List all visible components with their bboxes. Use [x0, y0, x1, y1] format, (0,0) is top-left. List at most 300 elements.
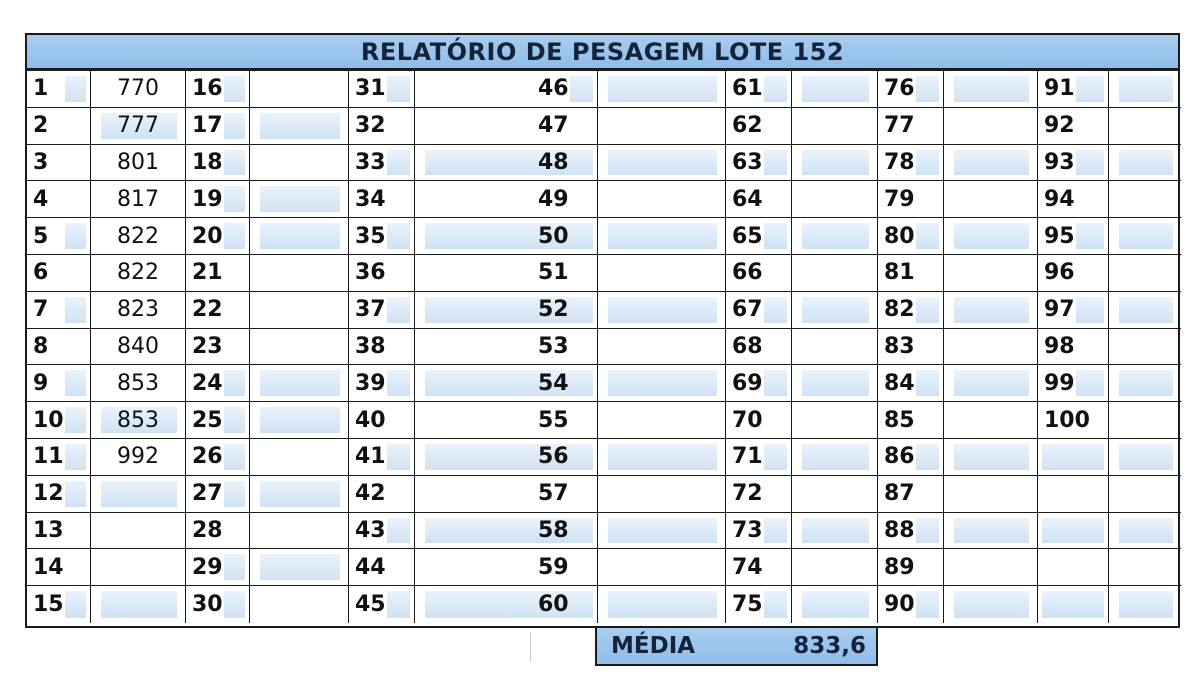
lot-number: 72 [732, 481, 763, 507]
weight-value-cell[interactable] [598, 476, 726, 513]
weight-value: 777 [117, 113, 159, 139]
lot-number: 16 [192, 76, 223, 102]
lot-number: 51 [538, 260, 569, 286]
lot-number: 69 [732, 370, 763, 396]
weight-value-cell[interactable] [1109, 218, 1181, 255]
lot-number-cell [726, 255, 792, 292]
lot-number: 25 [192, 407, 223, 433]
lot-number-cell [186, 255, 250, 292]
lot-number-cell [1038, 513, 1109, 550]
lot-number-cell [878, 108, 944, 145]
lot-number: 63 [732, 149, 763, 175]
weight-value-cell[interactable] [91, 255, 186, 292]
average-box [595, 628, 878, 666]
lot-number: 89 [884, 554, 915, 580]
weight-value-cell[interactable] [944, 549, 1038, 586]
lot-number-cell [878, 71, 944, 108]
lot-number: 54 [538, 370, 569, 396]
lot-number: 57 [538, 481, 569, 507]
lot-number: 56 [538, 444, 569, 470]
lot-number-cell [349, 292, 415, 329]
weight-value-cell[interactable] [250, 145, 349, 182]
lot-number: 37 [355, 297, 386, 323]
weight-value-cell[interactable] [792, 71, 878, 108]
weight-value-cell[interactable] [1109, 439, 1181, 476]
lot-number-cell [532, 145, 598, 182]
lot-number: 38 [355, 333, 386, 359]
weight-value-cell[interactable] [91, 108, 186, 145]
lot-number-cell [186, 71, 250, 108]
lot-number: 11 [33, 444, 64, 470]
lot-number-cell [27, 439, 91, 476]
weight-value-cell[interactable] [598, 108, 726, 145]
lot-number-cell [878, 292, 944, 329]
weight-value-cell[interactable] [1109, 292, 1181, 329]
lot-number-cell [27, 108, 91, 145]
weight-value-cell[interactable] [250, 439, 349, 476]
lot-number-cell [1038, 439, 1109, 476]
lot-number: 46 [538, 76, 569, 102]
lot-number: 14 [33, 554, 64, 580]
lot-number-cell [878, 181, 944, 218]
weight-value-cell[interactable] [598, 439, 726, 476]
weight-value-cell[interactable] [1109, 365, 1181, 402]
weight-value-cell[interactable] [1109, 476, 1181, 513]
lot-number-cell [349, 365, 415, 402]
weight-value-cell[interactable] [792, 329, 878, 366]
weight-value-cell[interactable] [91, 549, 186, 586]
lot-number: 65 [732, 223, 763, 249]
lot-number-cell [1038, 292, 1109, 329]
weight-value: 822 [117, 260, 159, 286]
weight-value-cell[interactable] [792, 108, 878, 145]
weight-value-cell[interactable] [944, 218, 1038, 255]
lot-number-cell [726, 329, 792, 366]
weight-value-cell[interactable] [792, 586, 878, 623]
weight-value-cell[interactable] [250, 513, 349, 550]
lot-number: 73 [732, 517, 763, 543]
lot-number: 32 [355, 113, 386, 139]
lot-number-cell [349, 439, 415, 476]
weight-value-cell[interactable] [1109, 586, 1181, 623]
cell-divider-mark [530, 632, 531, 662]
weight-value: 840 [117, 333, 159, 359]
lot-number: 24 [192, 370, 223, 396]
lot-number: 96 [1044, 260, 1075, 286]
weight-value-cell[interactable] [1109, 255, 1181, 292]
weight-value-cell[interactable] [598, 145, 726, 182]
lot-number-cell [726, 71, 792, 108]
weight-value-cell[interactable] [250, 365, 349, 402]
lot-number: 66 [732, 260, 763, 286]
lot-number-cell [349, 586, 415, 623]
lot-number: 35 [355, 223, 386, 249]
lot-number-cell [532, 586, 598, 623]
lot-number: 60 [538, 592, 569, 618]
lot-number: 43 [355, 517, 386, 543]
lot-number: 39 [355, 370, 386, 396]
lot-number: 99 [1044, 370, 1075, 396]
weight-value-cell[interactable] [944, 402, 1038, 439]
weight-value-cell[interactable] [598, 513, 726, 550]
lot-number: 41 [355, 444, 386, 470]
report-title: RELATÓRIO DE PESAGEM LOTE 152 [360, 37, 845, 66]
weight-value-cell[interactable] [944, 71, 1038, 108]
lot-number: 30 [192, 592, 223, 618]
lot-number-cell [532, 402, 598, 439]
lot-number-cell [726, 108, 792, 145]
lot-number-cell [349, 218, 415, 255]
weight-value-cell[interactable] [944, 329, 1038, 366]
lot-number: 93 [1044, 149, 1075, 175]
weight-value: 817 [117, 186, 159, 212]
weight-value-cell[interactable] [250, 292, 349, 329]
weight-value-cell[interactable] [91, 145, 186, 182]
weight-value-cell[interactable] [792, 402, 878, 439]
lot-number-cell [532, 292, 598, 329]
lot-number: 27 [192, 481, 223, 507]
lot-number-cell [1038, 108, 1109, 145]
weight-value-cell[interactable] [944, 255, 1038, 292]
weight-value-cell[interactable] [944, 145, 1038, 182]
lot-number-cell [186, 145, 250, 182]
lot-number-cell [1038, 145, 1109, 182]
lot-number-cell [878, 329, 944, 366]
lot-number-cell [532, 329, 598, 366]
lot-number-cell [878, 586, 944, 623]
weight-value-cell[interactable] [944, 586, 1038, 623]
lot-number: 19 [192, 186, 223, 212]
lot-number-cell [349, 181, 415, 218]
lot-number: 55 [538, 407, 569, 433]
lot-number: 9 [33, 370, 49, 396]
weight-value-cell[interactable] [598, 549, 726, 586]
lot-number-cell [532, 513, 598, 550]
lot-number: 97 [1044, 297, 1075, 323]
lot-number: 22 [192, 297, 223, 323]
weight-value-cell[interactable] [91, 586, 186, 623]
weight-value-cell[interactable] [1109, 329, 1181, 366]
weight-value-cell[interactable] [598, 71, 726, 108]
weight-value-cell[interactable] [598, 365, 726, 402]
lot-number: 34 [355, 186, 386, 212]
weight-value-cell[interactable] [250, 218, 349, 255]
lot-number-cell [532, 476, 598, 513]
lot-number: 7 [33, 297, 49, 323]
lot-number-cell [186, 549, 250, 586]
lot-number-cell [532, 549, 598, 586]
lot-number: 100 [1044, 407, 1090, 433]
lot-number-cell [1038, 365, 1109, 402]
lot-number-cell [186, 586, 250, 623]
weight-value-cell[interactable] [1109, 513, 1181, 550]
weight-value-cell[interactable] [250, 476, 349, 513]
lot-number: 84 [884, 370, 915, 396]
weight-value-cell[interactable] [250, 108, 349, 145]
weight-value-cell[interactable] [250, 549, 349, 586]
lot-number-cell [532, 181, 598, 218]
lot-number: 23 [192, 333, 223, 359]
lot-number: 33 [355, 149, 386, 175]
weight-value-cell[interactable] [792, 513, 878, 550]
weight-value: 801 [117, 149, 159, 175]
lot-number: 75 [732, 592, 763, 618]
lot-number-cell [27, 402, 91, 439]
lot-number: 71 [732, 444, 763, 470]
lot-number-cell [27, 365, 91, 402]
weight-value: 823 [117, 297, 159, 323]
weight-value-cell[interactable] [792, 218, 878, 255]
weight-value-cell[interactable] [250, 255, 349, 292]
weight-value-cell[interactable] [250, 329, 349, 366]
lot-number-cell [27, 476, 91, 513]
weight-value-cell[interactable] [91, 218, 186, 255]
weight-value-cell[interactable] [250, 586, 349, 623]
lot-number: 18 [192, 149, 223, 175]
weight-value-cell[interactable] [944, 365, 1038, 402]
average-value: 833,6 [793, 633, 866, 659]
lot-number-cell [532, 255, 598, 292]
weight-value-cell[interactable] [792, 439, 878, 476]
lot-number-cell [186, 108, 250, 145]
weight-value-cell[interactable] [792, 255, 878, 292]
lot-number: 1 [33, 76, 49, 102]
lot-number: 8 [33, 333, 49, 359]
weight-value-cell[interactable] [598, 586, 726, 623]
lot-number: 82 [884, 297, 915, 323]
lot-number: 15 [33, 592, 64, 618]
lot-number-cell [878, 439, 944, 476]
lot-number-cell [1038, 549, 1109, 586]
lot-number: 2 [33, 113, 49, 139]
weight-value-cell[interactable] [250, 71, 349, 108]
lot-number: 70 [732, 407, 763, 433]
lot-number-cell [186, 365, 250, 402]
lot-number-cell [726, 586, 792, 623]
weight-value-cell[interactable] [792, 292, 878, 329]
weight-value-cell[interactable] [944, 439, 1038, 476]
lot-number: 61 [732, 76, 763, 102]
lot-number-cell [349, 145, 415, 182]
lot-number-cell [878, 549, 944, 586]
lot-number-cell [349, 549, 415, 586]
lot-number: 45 [355, 592, 386, 618]
weight-value-cell[interactable] [1109, 108, 1181, 145]
lot-number-cell [27, 329, 91, 366]
lot-number-cell [726, 439, 792, 476]
lot-number: 68 [732, 333, 763, 359]
lot-number: 52 [538, 297, 569, 323]
lot-number-cell [532, 439, 598, 476]
weight-value-cell[interactable] [792, 181, 878, 218]
lot-number: 77 [884, 113, 915, 139]
weight-value-cell[interactable] [250, 181, 349, 218]
weight-value: 853 [117, 407, 159, 433]
lot-number-cell [726, 549, 792, 586]
lot-number: 92 [1044, 113, 1075, 139]
lot-number-cell [349, 402, 415, 439]
lot-number: 98 [1044, 333, 1075, 359]
lot-number: 21 [192, 260, 223, 286]
weight-value-cell[interactable] [1109, 71, 1181, 108]
lot-number: 62 [732, 113, 763, 139]
lot-number-cell [186, 476, 250, 513]
lot-number-cell [1038, 181, 1109, 218]
weight-value-cell[interactable] [1109, 402, 1181, 439]
lot-number-cell [349, 108, 415, 145]
lot-number: 44 [355, 554, 386, 580]
lot-number: 95 [1044, 223, 1075, 249]
lot-number: 31 [355, 76, 386, 102]
lot-number: 79 [884, 186, 915, 212]
lot-number: 6 [33, 260, 49, 286]
lot-number: 80 [884, 223, 915, 249]
lot-number: 83 [884, 333, 915, 359]
weight-value-cell[interactable] [91, 365, 186, 402]
weight-value-cell[interactable] [91, 329, 186, 366]
lot-number: 48 [538, 149, 569, 175]
weight-value-cell[interactable] [250, 402, 349, 439]
weight-value-cell[interactable] [792, 549, 878, 586]
lot-number: 5 [33, 223, 49, 249]
weight-value-cell[interactable] [598, 181, 726, 218]
lot-number-cell [1038, 329, 1109, 366]
lot-number-cell [27, 181, 91, 218]
lot-number-cell [1038, 402, 1109, 439]
lot-number-cell [1038, 586, 1109, 623]
lot-number: 28 [192, 517, 223, 543]
lot-number: 36 [355, 260, 386, 286]
weight-value-cell[interactable] [91, 71, 186, 108]
lot-number: 26 [192, 444, 223, 470]
weight-value-cell[interactable] [598, 255, 726, 292]
weight-value-cell[interactable] [944, 292, 1038, 329]
weight-value-cell[interactable] [944, 108, 1038, 145]
lot-number-cell [349, 329, 415, 366]
weight-value-cell[interactable] [598, 292, 726, 329]
lot-number-cell [27, 218, 91, 255]
lot-number-cell [726, 402, 792, 439]
lot-number-cell [27, 586, 91, 623]
weight-value-cell[interactable] [91, 439, 186, 476]
weight-value: 822 [117, 223, 159, 249]
lot-number-cell [1038, 71, 1109, 108]
weight-value-cell[interactable] [91, 513, 186, 550]
lot-number-cell [532, 71, 598, 108]
lot-number: 40 [355, 407, 386, 433]
average-label: MÉDIA [611, 633, 696, 659]
lot-number-cell [27, 513, 91, 550]
lot-number: 91 [1044, 76, 1075, 102]
lot-number-cell [349, 71, 415, 108]
lot-number: 42 [355, 481, 386, 507]
lot-number-cell [726, 181, 792, 218]
lot-number-cell [186, 439, 250, 476]
lot-number-cell [878, 476, 944, 513]
lot-number: 20 [192, 223, 223, 249]
weight-value-cell[interactable] [91, 292, 186, 329]
lot-number-cell [349, 255, 415, 292]
lot-number: 4 [33, 186, 49, 212]
lot-number-cell [726, 145, 792, 182]
lot-number-cell [726, 513, 792, 550]
weight-value-cell[interactable] [792, 476, 878, 513]
weight-value-cell[interactable] [944, 181, 1038, 218]
weight-value-cell[interactable] [944, 513, 1038, 550]
lot-number: 13 [33, 517, 64, 543]
lot-number-cell [349, 513, 415, 550]
weight-value: 770 [117, 76, 159, 102]
lot-number-cell [532, 365, 598, 402]
weight-value-cell[interactable] [1109, 181, 1181, 218]
lot-number: 88 [884, 517, 915, 543]
lot-number-cell [186, 292, 250, 329]
lot-number-cell [878, 145, 944, 182]
lot-number: 78 [884, 149, 915, 175]
report-title-bar [25, 33, 1180, 71]
lot-number-cell [726, 292, 792, 329]
lot-number: 86 [884, 444, 915, 470]
lot-number-cell [878, 218, 944, 255]
lot-number-cell [349, 476, 415, 513]
lot-number: 47 [538, 113, 569, 139]
lot-number-cell [878, 402, 944, 439]
lot-number: 29 [192, 554, 223, 580]
weight-value-cell[interactable] [944, 476, 1038, 513]
weight-value-cell[interactable] [598, 329, 726, 366]
lot-number-cell [27, 549, 91, 586]
lot-number: 94 [1044, 186, 1075, 212]
weight-value: 853 [117, 370, 159, 396]
weight-value-cell[interactable] [1109, 549, 1181, 586]
lot-number-cell [726, 476, 792, 513]
lot-number: 49 [538, 186, 569, 212]
lot-number-cell [878, 365, 944, 402]
lot-number: 17 [192, 113, 223, 139]
lot-number-cell [726, 365, 792, 402]
lot-number: 81 [884, 260, 915, 286]
lot-number-cell [27, 71, 91, 108]
weight-value: 992 [117, 444, 159, 470]
lot-number: 53 [538, 333, 569, 359]
lot-number: 3 [33, 149, 49, 175]
lot-number-cell [186, 402, 250, 439]
lot-number: 64 [732, 186, 763, 212]
lot-number-cell [1038, 218, 1109, 255]
lot-number: 58 [538, 517, 569, 543]
lot-number: 74 [732, 554, 763, 580]
lot-number-cell [186, 329, 250, 366]
lot-number-cell [1038, 255, 1109, 292]
lot-number: 87 [884, 481, 915, 507]
lot-number: 67 [732, 297, 763, 323]
lot-number-cell [186, 513, 250, 550]
weight-value-cell[interactable] [91, 402, 186, 439]
weighing-grid [25, 71, 1180, 628]
weight-value-cell[interactable] [91, 181, 186, 218]
weight-value-cell[interactable] [792, 365, 878, 402]
weight-value-cell[interactable] [792, 145, 878, 182]
lot-number: 90 [884, 592, 915, 618]
weight-value-cell[interactable] [598, 402, 726, 439]
lot-number: 76 [884, 76, 915, 102]
weight-value-cell[interactable] [91, 476, 186, 513]
lot-number-cell [726, 218, 792, 255]
weight-value-cell[interactable] [598, 218, 726, 255]
lot-number-cell [532, 108, 598, 145]
lot-number-cell [27, 255, 91, 292]
weight-value-cell[interactable] [1109, 145, 1181, 182]
